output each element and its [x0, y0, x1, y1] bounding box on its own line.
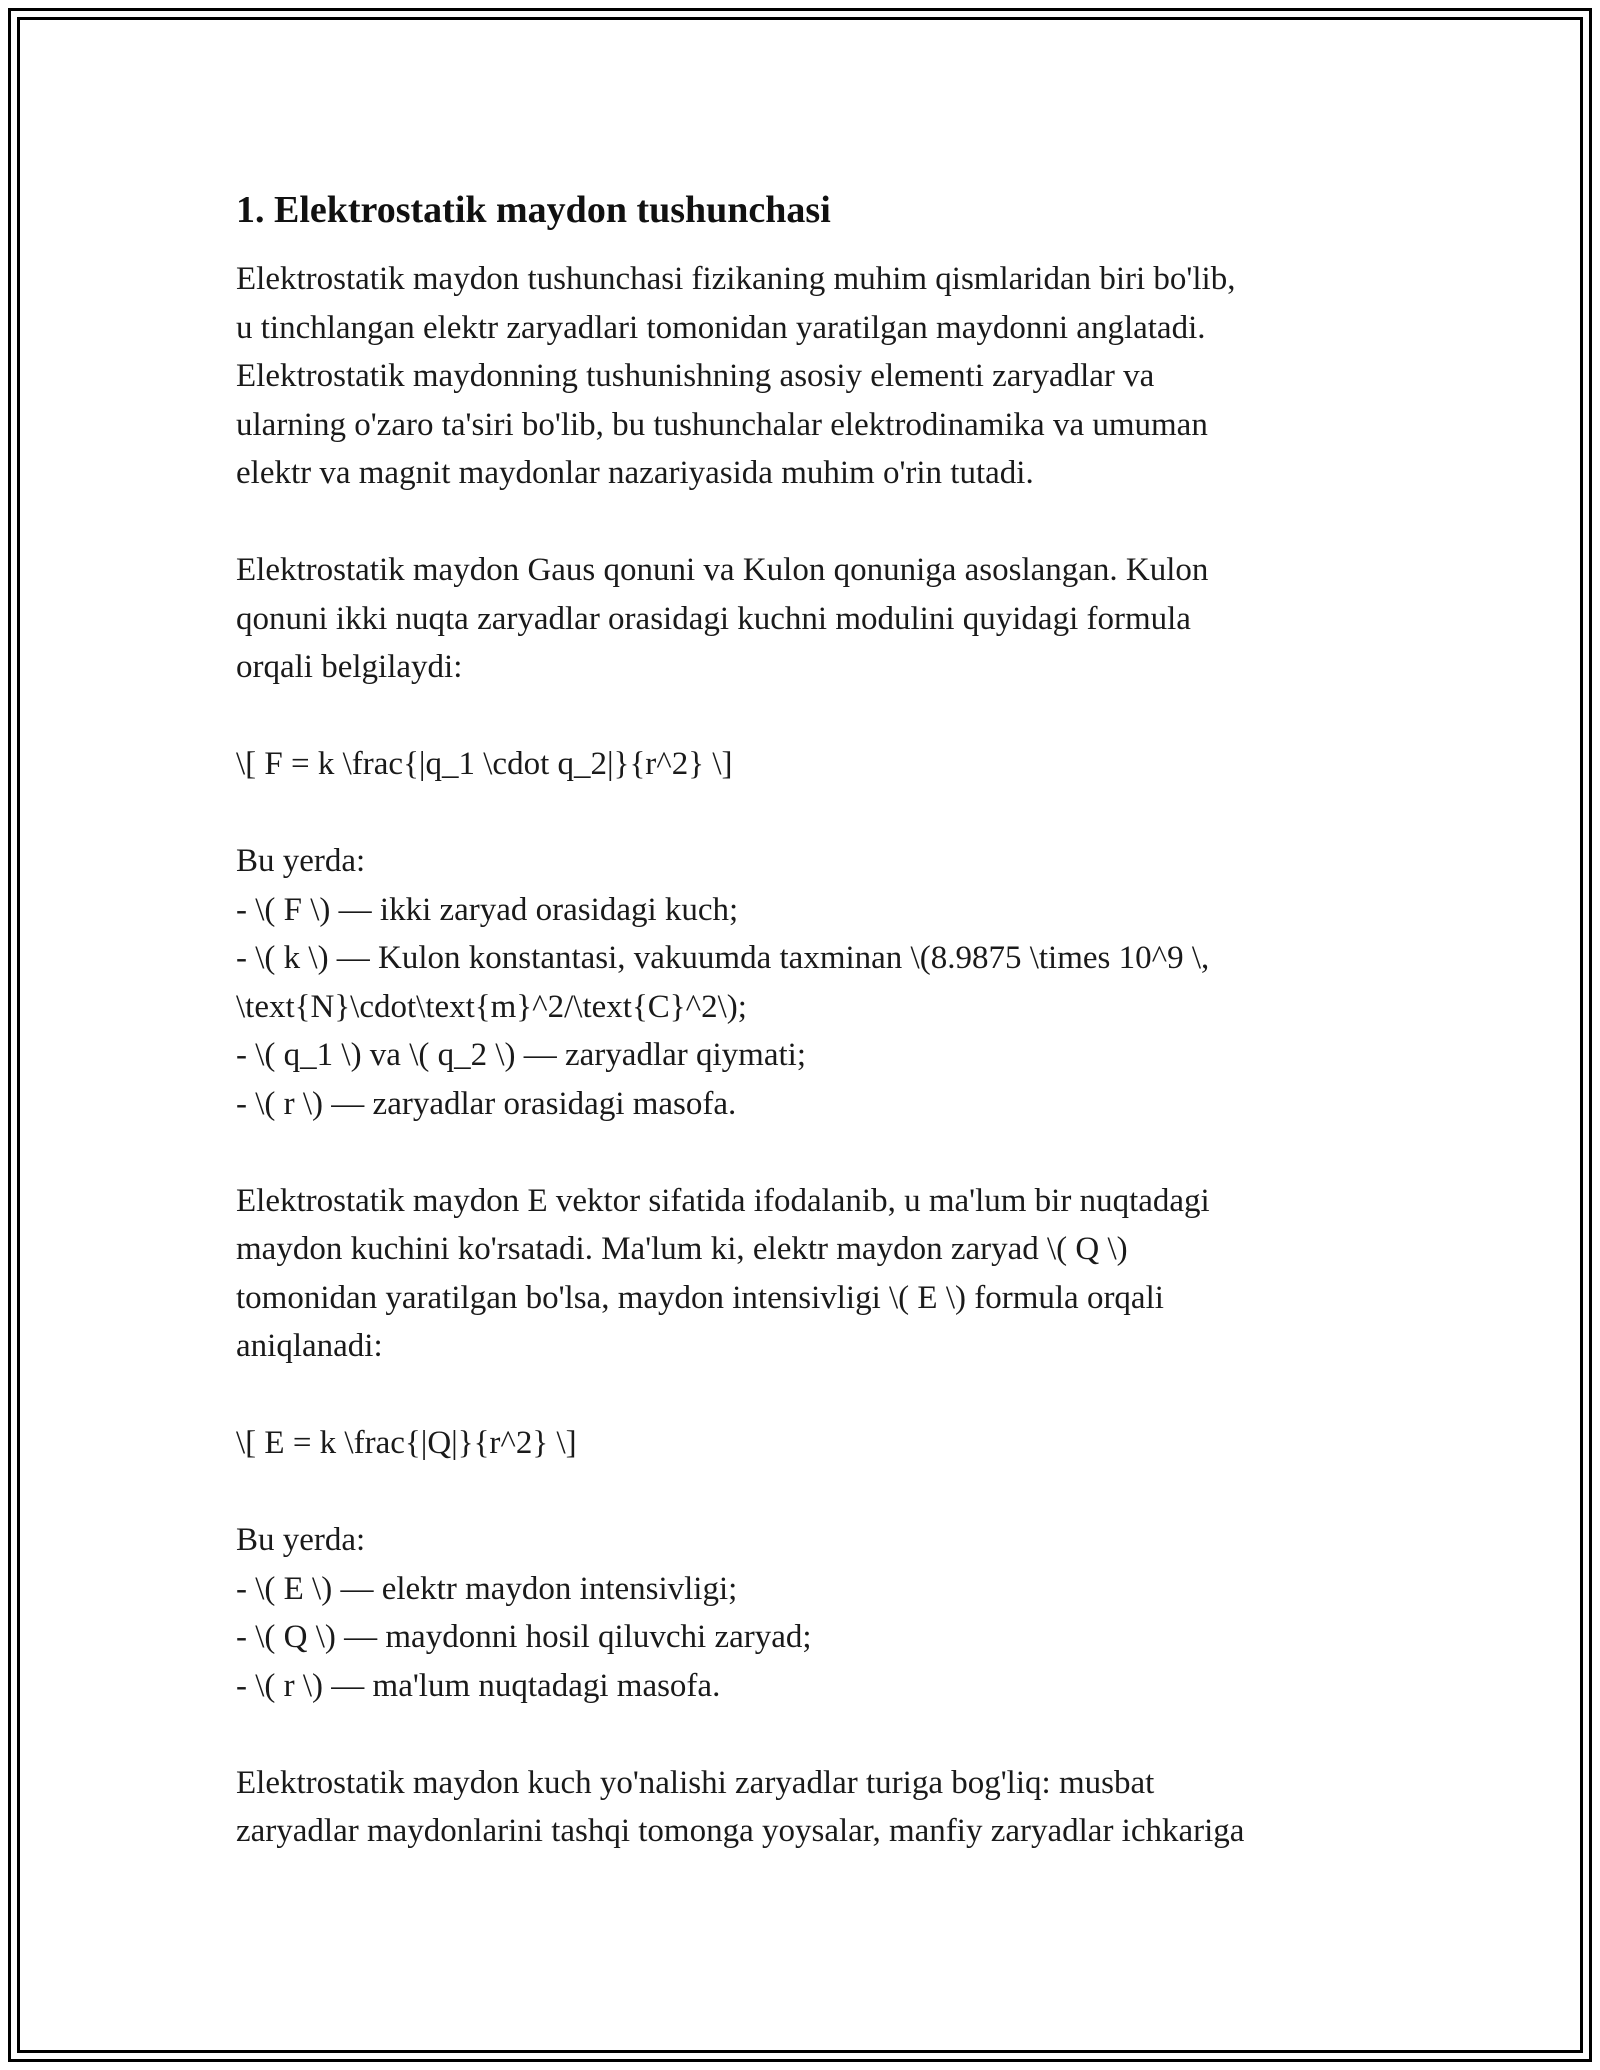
text-line: - \( q_1 \) va \( q_2 \) — zaryadlar qiymati;	[236, 1037, 806, 1073]
text-line: maydon kuchini ko'rsatadi. Ma'lum ki, elektr maydon zaryad \( Q \)	[236, 1231, 1128, 1267]
text-line: aniqlanadi:	[236, 1328, 383, 1364]
text-line: - \( F \) — ikki zaryad orasidagi kuch;	[236, 891, 739, 928]
paragraph	[236, 1759, 1396, 1856]
text-line: u tinchlangan elektr zaryadlari tomonidan yaratilgan maydonni anglatadi.	[236, 309, 1206, 346]
text-line: Elektrostatik maydon Gaus qonuni va Kulon qonuniga asoslangan. Kulon	[236, 552, 1209, 588]
text-line: - \( k \) — Kulon konstantasi, vakuumda taxminan \(8.9875 \times 10^9 \,	[236, 940, 1210, 976]
text-line: Bu yerda:	[236, 1522, 366, 1558]
text-line: qonuni ikki nuqta zaryadlar orasidagi kuchni modulini quyidagi formula	[236, 600, 1191, 637]
text-line: - \( E \) — elektr maydon intensivligi;	[236, 1570, 738, 1607]
text-line: Bu yerda:	[236, 843, 366, 879]
paragraph	[236, 1419, 1396, 1468]
text-line: zaryadlar maydonlarini tashqi tomonga yoysalar, manfiy zaryadlar ichkariga	[236, 1813, 1245, 1849]
text-line: Elektrostatik maydon tushunchasi fizikaning muhim qismlaridan biri bo'lib,	[236, 261, 1236, 297]
text-line: orqali belgilaydi:	[236, 649, 463, 685]
text-line: tomonidan yaratilgan bo'lsa, maydon intensivligi \( E \) formula orqali	[236, 1279, 1164, 1316]
text-line: \[ F = k \frac{|q_1 \cdot q_2|}{r^2} \]	[236, 746, 733, 782]
text-line: Elektrostatik maydonning tushunishning asosiy elementi zaryadlar va	[236, 358, 1155, 394]
paragraph	[236, 1177, 1396, 1371]
document-body	[236, 185, 1396, 1904]
text-line: - \( r \) — ma'lum nuqtadagi masofa.	[236, 1667, 721, 1704]
text-line: Elektrostatik maydon kuch yo'nalishi zaryadlar turiga bog'liq: musbat	[236, 1764, 1155, 1801]
text-line: - \( Q \) — maydonni hosil qiluvchi zaryad;	[236, 1619, 812, 1655]
text-line: \text{N}\cdot\text{m}^2/\text{C}^2\);	[236, 988, 747, 1025]
paragraph	[236, 1516, 1396, 1710]
text-line: Elektrostatik maydon E vektor sifatida ifodalanib, u ma'lum bir nuqtadagi	[236, 1182, 1210, 1219]
text-line: elektr va magnit maydonlar nazariyasida muhim o'rin tutadi.	[236, 455, 1034, 491]
paragraph	[236, 740, 1396, 789]
text-line: - \( r \) — zaryadlar orasidagi masofa.	[236, 1085, 737, 1122]
paragraph	[236, 837, 1396, 1128]
text-line: ularning o'zaro ta'siri bo'lib, bu tushunchalar elektrodinamika va umuman	[236, 406, 1208, 443]
section-heading: 1. Elektrostatik maydon tushunchasi	[236, 189, 831, 231]
paragraph-list	[236, 255, 1396, 1856]
text-line: \[ E = k \frac{|Q|}{r^2} \]	[236, 1425, 577, 1461]
paragraph	[236, 255, 1396, 498]
paragraph	[236, 546, 1396, 692]
